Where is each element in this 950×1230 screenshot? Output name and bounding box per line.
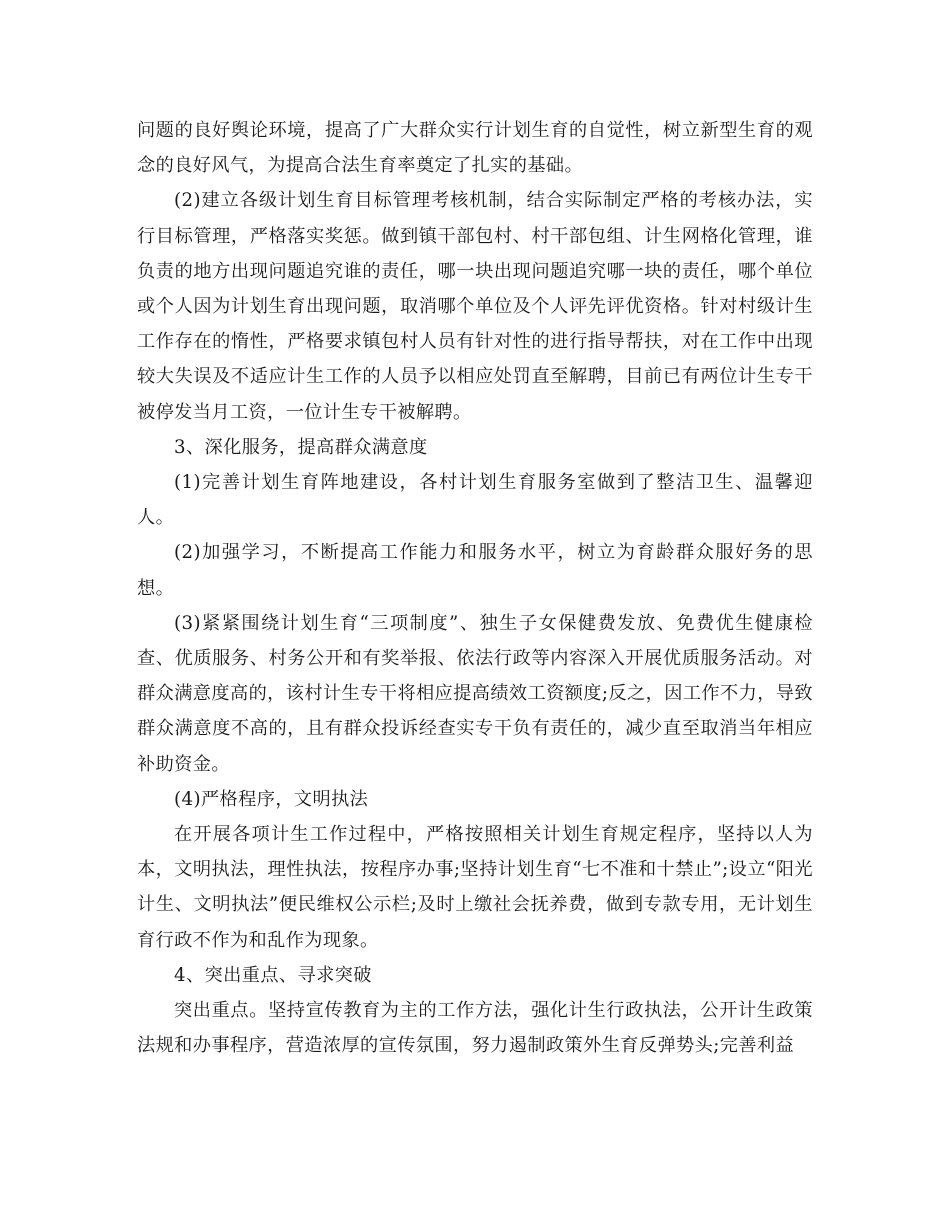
section-heading-4: 4、突出重点、寻求突破 [174, 964, 372, 986]
paragraph-key-points: 突出重点。坚持宣传教育为主的工作方法，强化计生行政执法，公开计生政策法规和办事程序，营造浓厚的宣传氛围，努力遏制政策外生育反弹势头;完善利益 [137, 1000, 813, 1057]
paragraph-item-2: (2)加强学习，不断提高工作能力和服务水平，树立为育龄群众服好务的思想。 [137, 542, 813, 599]
document-body [137, 113, 813, 1063]
section-heading-3: 3、深化服务，提高群众满意度 [174, 436, 428, 458]
paragraph-item-1: (1)完善计划生育阵地建设，各村计划生育服务室做到了整洁卫生、温馨迎人。 [137, 472, 813, 529]
paragraph-item-4-heading: (4)严格程序，文明执法 [174, 788, 369, 810]
paragraph-continuation: 问题的良好舆论环境，提高了广大群众实行计划生育的自觉性，树立新型生育的观念的良好风气，为提高合法生育率奠定了扎实的基础。 [137, 120, 813, 177]
paragraph-target-management: (2)建立各级计划生育目标管理考核机制，结合实际制定严格的考核办法，实行目标管理，严格落实奖惩。做到镇干部包村、村干部包组、计生网格化管理，谁负责的地方出现问题追究谁的责任，哪一块出现问题追究哪一块的责任，哪个单位或个人因为计划生育出现问题，取消哪个单位及个人评先评优资格。针对村级计生工作存在的惰性，严格要求镇包村人员有针对性的进行指导帮扶，对在工作中出现较大失误及不适应计生工作的人员予以相应处罚直至解聘，目前已有两位计生专干被停发当月工资，一位计生专干被解聘。 [137, 190, 813, 423]
paragraph-law-enforcement: 在开展各项计生工作过程中，严格按照相关计划生育规定程序，坚持以人为本，文明执法，理性执法，按程序办事;坚持计划生育“七不准和十禁止”;设立“阳光计生、文明执法”便民维权公示栏;及时上缴社会抚养费，做到专款专用，无计划生育行政不作为和乱作为现象。 [137, 824, 813, 951]
paragraph-item-3: (3)紧紧围绕计划生育“三项制度”、独生子女保健费发放、免费优生健康检查、优质服务、村务公开和有奖举报、依法行政等内容深入开展优质服务活动。对群众满意度高的，该村计生专干将相应提高绩效工资额度;反之，因工作不力，导致群众满意度不高的，且有群众投诉经查实专干负有责任的，减少直至取消当年相应补助资金。 [137, 612, 813, 775]
